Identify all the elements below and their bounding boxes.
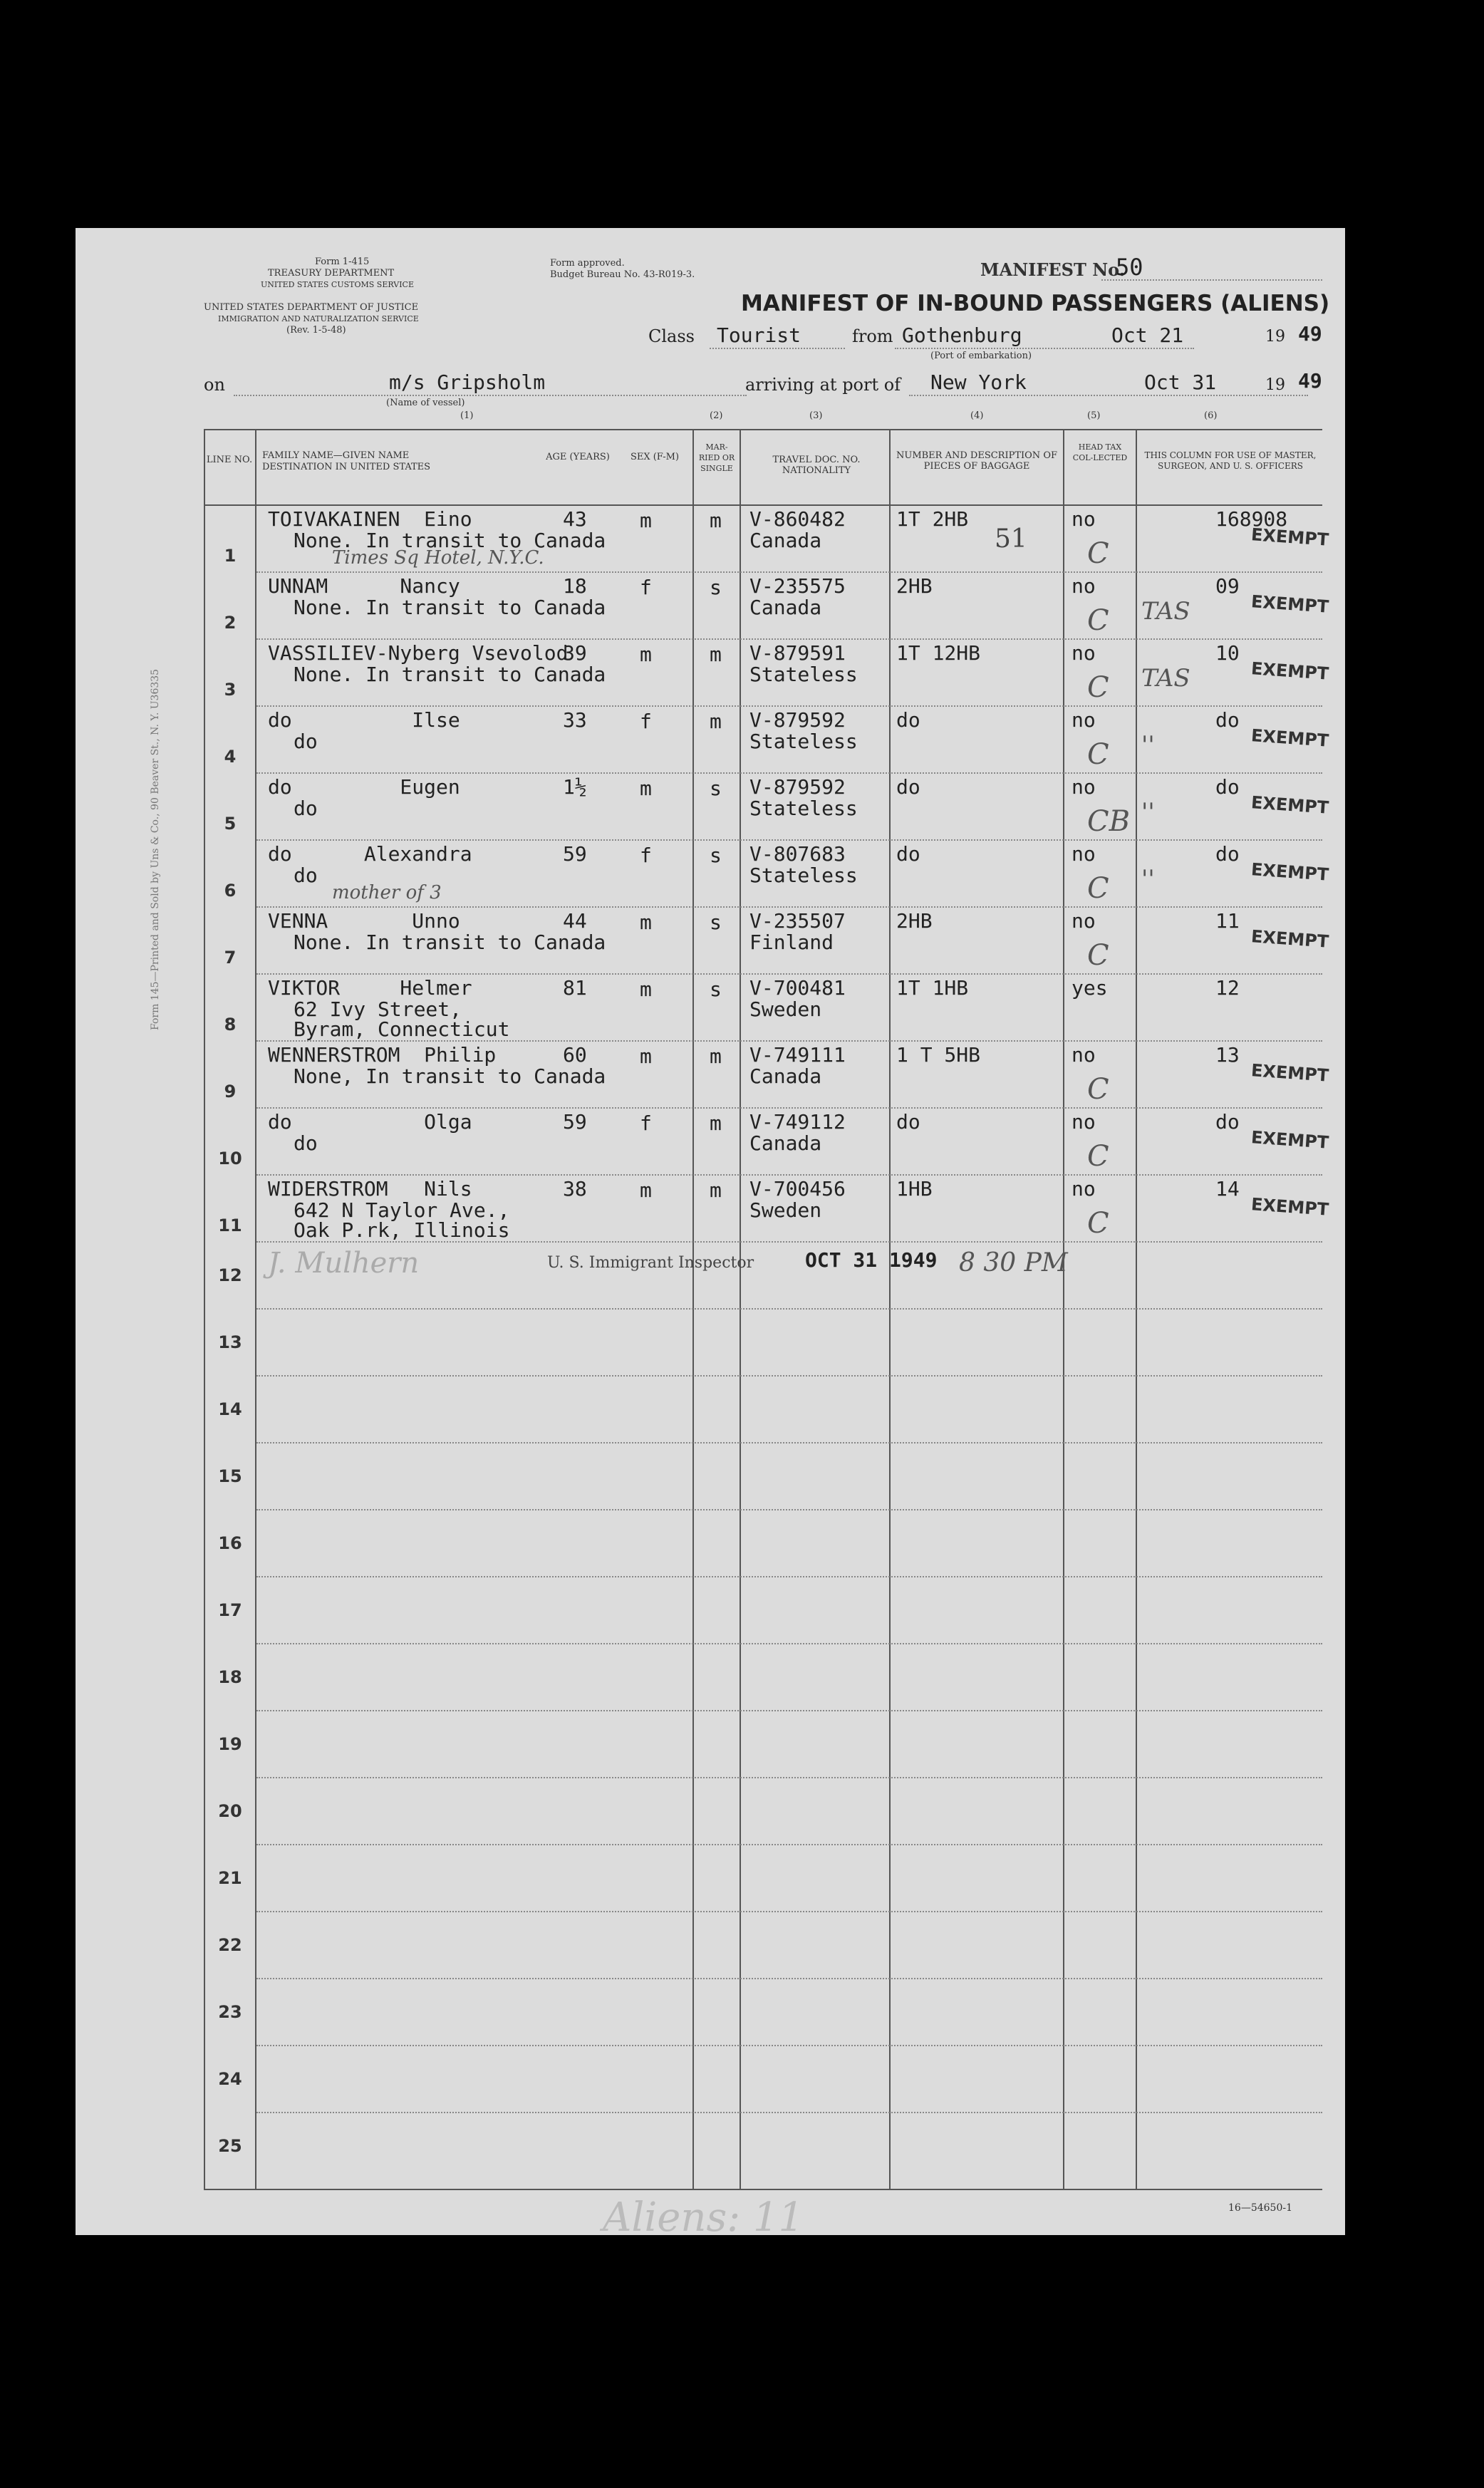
head-tax: no — [1072, 708, 1096, 732]
line-number: 18 — [218, 1667, 242, 1687]
nationality: Sweden — [749, 997, 822, 1021]
inspector-signature: J. Mulhern — [268, 1247, 420, 1280]
officer-initials: '' — [1141, 731, 1155, 760]
year-prefix: 19 — [1265, 328, 1285, 346]
handwritten-note: mother of 3 — [332, 882, 442, 903]
passenger-name: VENNA Unno — [268, 909, 460, 933]
passenger-age: 60 — [563, 1043, 587, 1067]
line-number: 5 — [224, 814, 237, 834]
port-note: (Port of embarkation) — [930, 351, 1032, 361]
exempt-stamp: EXEMPT — [1250, 658, 1329, 684]
baggage: do — [896, 842, 920, 866]
marital-status: m — [710, 643, 722, 666]
passenger-sex: m — [640, 1178, 652, 1202]
passenger-destination: do — [294, 730, 318, 753]
exempt-stamp: EXEMPT — [1250, 725, 1329, 751]
col-line-no: LINE NO. — [206, 455, 253, 465]
passenger-age: 18 — [563, 574, 587, 598]
exempt-stamp: EXEMPT — [1250, 1194, 1329, 1220]
departure-date: Oct 21 — [1111, 323, 1184, 347]
nationality: Canada — [749, 1064, 822, 1088]
officer-note: 168908 — [1215, 507, 1288, 531]
passenger-name: UNNAM Nancy — [268, 574, 460, 598]
head-tax: yes — [1072, 976, 1108, 1000]
col-num-4: (4) — [970, 410, 984, 421]
travel-document: V-700456 — [749, 1177, 846, 1201]
travel-document: V-749112 — [749, 1110, 846, 1134]
passenger-name: WENNERSTROM Philip — [268, 1043, 497, 1067]
nationality: Canada — [749, 1131, 822, 1155]
passenger-destination: None, In transit to Canada — [294, 1064, 606, 1088]
line-number: 10 — [218, 1149, 242, 1168]
arrival-date: Oct 31 — [1144, 370, 1217, 394]
line-number: 11 — [218, 1216, 242, 1235]
officer-note: do — [1215, 1110, 1240, 1134]
line-number: 20 — [218, 1801, 242, 1821]
passenger-age: 81 — [563, 976, 587, 1000]
nationality: Sweden — [749, 1198, 822, 1222]
inspection-time: 8 30 PM — [959, 1248, 1068, 1277]
head-tax: no — [1072, 1043, 1096, 1067]
col-destination: DESTINATION IN UNITED STATES — [262, 462, 431, 472]
passenger-destination: do — [294, 864, 318, 887]
travel-document: V-700481 — [749, 976, 846, 1000]
marital-status: s — [710, 576, 722, 599]
passenger-age: 38 — [563, 1177, 587, 1201]
head-tax: no — [1072, 574, 1096, 598]
travel-document: V-235575 — [749, 574, 846, 598]
head-tax-mark: C — [1087, 604, 1109, 637]
exempt-stamp: EXEMPT — [1250, 859, 1329, 885]
passenger-age: 59 — [563, 842, 587, 866]
officer-note: 09 — [1215, 574, 1240, 598]
marital-status: s — [710, 844, 722, 867]
passenger-sex: m — [640, 978, 652, 1001]
col-married: MAR-RIED OR SINGLE — [698, 442, 735, 473]
officer-note: do — [1215, 842, 1240, 866]
passenger-destination: None. In transit to Canada — [294, 596, 606, 619]
officer-initials: '' — [1141, 865, 1155, 893]
line-number: 6 — [224, 881, 237, 901]
passenger-sex: f — [640, 576, 652, 599]
baggage: 1T 2HB — [896, 507, 969, 531]
passenger-sex: m — [640, 643, 652, 666]
passenger-sex: m — [640, 911, 652, 934]
manifest-label: MANIFEST No. — [980, 259, 1126, 280]
passenger-destination: None. In transit to Canada — [294, 931, 606, 954]
from-port: Gothenburg — [902, 323, 1022, 347]
year-prefix: 19 — [1265, 376, 1285, 394]
line-number: 21 — [218, 1868, 242, 1888]
line-number: 13 — [218, 1332, 242, 1352]
marital-status: m — [710, 710, 722, 733]
baggage: do — [896, 1110, 920, 1134]
col-travel-doc: TRAVEL DOC. NO. NATIONALITY — [772, 455, 861, 476]
passenger-destination: do — [294, 1131, 318, 1155]
officer-note: 12 — [1215, 976, 1240, 1000]
head-tax: no — [1072, 775, 1096, 799]
class-value: Tourist — [717, 323, 801, 347]
head-tax-mark: C — [1087, 872, 1109, 905]
handwritten-note: Times Sq Hotel, N.Y.C. — [332, 547, 544, 569]
revision: (Rev. 1-5-48) — [286, 325, 346, 336]
baggage: 2HB — [896, 574, 933, 598]
passenger-sex: m — [640, 777, 652, 800]
line-number: 3 — [224, 680, 237, 700]
passenger-name: TOIVAKAINEN Eino — [268, 507, 472, 531]
officer-note: 14 — [1215, 1177, 1240, 1201]
marital-status: s — [710, 978, 722, 1001]
head-tax-mark: C — [1087, 537, 1109, 570]
baggage: do — [896, 775, 920, 799]
baggage: 2HB — [896, 909, 933, 933]
officer-initials: TAS — [1141, 597, 1190, 626]
passenger-sex: m — [640, 509, 652, 532]
passenger-sex: f — [640, 710, 652, 733]
line-number: 16 — [218, 1533, 242, 1553]
line-number: 9 — [224, 1082, 237, 1102]
inspection-date-stamp: OCT 31 1949 — [805, 1248, 938, 1272]
nationality: Stateless — [749, 797, 858, 820]
printer-imprint: Form 145—Printed and Sold by Uns & Co., 90 Beaver St., N. Y. U36335 — [150, 668, 161, 1030]
form-approved: Form approved. — [550, 258, 625, 269]
travel-document: V-749111 — [749, 1043, 846, 1067]
customs-service: UNITED STATES CUSTOMS SERVICE — [261, 280, 414, 289]
officer-note: 13 — [1215, 1043, 1240, 1067]
manifest-page — [76, 228, 1345, 2241]
manifest-title: MANIFEST OF IN-BOUND PASSENGERS (ALIENS) — [741, 291, 1330, 316]
officer-initials: '' — [1141, 798, 1155, 826]
officer-note: 11 — [1215, 909, 1240, 933]
baggage: 1 T 5HB — [896, 1043, 981, 1067]
head-tax-mark: C — [1087, 1207, 1109, 1240]
head-tax-mark: C — [1087, 939, 1109, 972]
exempt-stamp: EXEMPT — [1250, 1127, 1329, 1153]
passenger-name: WIDERSTROM Nils — [268, 1177, 472, 1201]
arrival-port: New York — [930, 370, 1027, 394]
baggage: do — [896, 708, 920, 732]
travel-document: V-879591 — [749, 641, 846, 665]
passenger-sex: m — [640, 1045, 652, 1068]
departure-year: 49 — [1298, 322, 1322, 346]
officer-note: do — [1215, 708, 1240, 732]
travel-document: V-879592 — [749, 775, 846, 799]
baggage: 1T 12HB — [896, 641, 981, 665]
line-number: 17 — [218, 1600, 242, 1620]
nationality: Stateless — [749, 864, 858, 887]
nationality: Stateless — [749, 663, 858, 686]
officer-note: do — [1215, 775, 1240, 799]
head-tax-mark: CB — [1087, 805, 1130, 838]
line-number: 14 — [218, 1399, 242, 1419]
nationality: Finland — [749, 931, 834, 954]
line-number: 4 — [224, 747, 237, 767]
exempt-stamp: EXEMPT — [1250, 524, 1329, 550]
head-tax-mark: C — [1087, 1140, 1109, 1173]
passenger-destination: None. In transit to Canada — [294, 529, 606, 552]
exempt-stamp: EXEMPT — [1250, 926, 1329, 952]
officer-initials: TAS — [1141, 664, 1190, 693]
passenger-age: 1½ — [563, 775, 587, 799]
on-label: on — [204, 375, 225, 395]
treasury-dept: TREASURY DEPARTMENT — [268, 268, 395, 279]
head-tax: no — [1072, 1110, 1096, 1134]
passenger-name: do Olga — [268, 1110, 472, 1134]
passenger-name: VASSILIEV-Nyberg Vsevolod — [268, 641, 569, 665]
exempt-stamp: EXEMPT — [1250, 1060, 1329, 1086]
baggage-handwritten: 51 — [995, 524, 1027, 554]
passenger-destination: 642 N Taylor Ave., — [294, 1198, 510, 1222]
budget-bureau: Budget Bureau No. 43-R019-3. — [550, 269, 695, 280]
passenger-name: do Eugen — [268, 775, 460, 799]
exempt-stamp: EXEMPT — [1250, 792, 1329, 818]
justice-dept: UNITED STATES DEPARTMENT OF JUSTICE — [204, 302, 419, 313]
passenger-name: VIKTOR Helmer — [268, 976, 472, 1000]
nationality: Canada — [749, 529, 822, 552]
marital-status: s — [710, 911, 722, 934]
col-num-2: (2) — [710, 410, 723, 421]
line-number: 12 — [218, 1265, 242, 1285]
line-number: 19 — [218, 1734, 242, 1754]
line-number: 24 — [218, 2069, 242, 2089]
col-name: FAMILY NAME—GIVEN NAME — [262, 450, 410, 461]
form-code: 16—54650-1 — [1228, 2202, 1292, 2214]
col-head-tax: HEAD TAX COL-LECTED — [1072, 442, 1128, 462]
nationality: Stateless — [749, 730, 858, 753]
line-number: 2 — [224, 613, 237, 633]
arriving-label: arriving at port of — [745, 375, 901, 395]
line-number: 7 — [224, 948, 237, 968]
nationality: Canada — [749, 596, 822, 619]
marital-status: m — [710, 1178, 722, 1202]
passenger-destination-line2: Byram, Connecticut — [294, 1017, 510, 1041]
head-tax: no — [1072, 909, 1096, 933]
line-number: 1 — [224, 546, 237, 566]
line-number: 8 — [224, 1015, 237, 1035]
passenger-age: 43 — [563, 507, 587, 531]
head-tax: no — [1072, 842, 1096, 866]
passenger-age: 44 — [563, 909, 587, 933]
travel-document: V-807683 — [749, 842, 846, 866]
passenger-destination: do — [294, 797, 318, 820]
aliens-count: Aliens: 11 — [603, 2194, 804, 2241]
marital-status: s — [710, 777, 722, 800]
passenger-destination: 62 Ivy Street, — [294, 997, 462, 1021]
marital-status: m — [710, 1111, 722, 1135]
line-number: 15 — [218, 1466, 242, 1486]
head-tax: no — [1072, 641, 1096, 665]
head-tax-mark: C — [1087, 1073, 1109, 1106]
head-tax-mark: C — [1087, 671, 1109, 704]
col-num-6: (6) — [1204, 410, 1218, 421]
officer-note: 10 — [1215, 641, 1240, 665]
travel-document: V-235507 — [749, 909, 846, 933]
baggage: 1HB — [896, 1177, 933, 1201]
arrival-year: 49 — [1298, 369, 1322, 393]
line-number: 23 — [218, 2002, 242, 2022]
col-sex: SEX (F-M) — [630, 452, 680, 462]
marital-status: m — [710, 509, 722, 532]
passenger-destination: None. In transit to Canada — [294, 663, 606, 686]
line-number: 22 — [218, 1935, 242, 1955]
passenger-sex: f — [640, 1111, 652, 1135]
col-age: AGE (YEARS) — [546, 452, 610, 462]
from-label: from — [852, 326, 893, 346]
col-num-5: (5) — [1087, 410, 1101, 421]
travel-document: V-860482 — [749, 507, 846, 531]
inspector-label: U. S. Immigrant Inspector — [547, 1254, 754, 1272]
passenger-sex: f — [640, 844, 652, 867]
exempt-stamp: EXEMPT — [1250, 591, 1329, 617]
vessel-col-num: (1) — [460, 410, 474, 421]
passenger-destination-line2: Oak P.rk, Illinois — [294, 1218, 510, 1242]
col-baggage: NUMBER AND DESCRIPTION OF PIECES OF BAGGAGE — [896, 450, 1057, 472]
head-tax: no — [1072, 507, 1096, 531]
vessel-note: (Name of vessel) — [386, 398, 465, 408]
head-tax-mark: C — [1087, 738, 1109, 771]
passenger-name: do Alexandra — [268, 842, 472, 866]
passenger-age: 39 — [563, 641, 587, 665]
col-num-3: (3) — [809, 410, 823, 421]
travel-document: V-879592 — [749, 708, 846, 732]
immigration-service: IMMIGRATION AND NATURALIZATION SERVICE — [218, 314, 419, 323]
line-number: 25 — [218, 2136, 242, 2156]
vessel-name: m/s Gripsholm — [389, 370, 546, 394]
marital-status: m — [710, 1045, 722, 1068]
baggage: 1T 1HB — [896, 976, 969, 1000]
head-tax: no — [1072, 1177, 1096, 1201]
passenger-age: 59 — [563, 1110, 587, 1134]
passenger-age: 33 — [563, 708, 587, 732]
form-number: Form 1-415 — [315, 256, 370, 267]
manifest-number: 50 — [1116, 254, 1143, 281]
col-officers: THIS COLUMN FOR USE OF MASTER, SURGEON, AND U. S. OFFICERS — [1144, 450, 1317, 471]
class-label: Class — [648, 326, 695, 346]
passenger-name: do Ilse — [268, 708, 460, 732]
